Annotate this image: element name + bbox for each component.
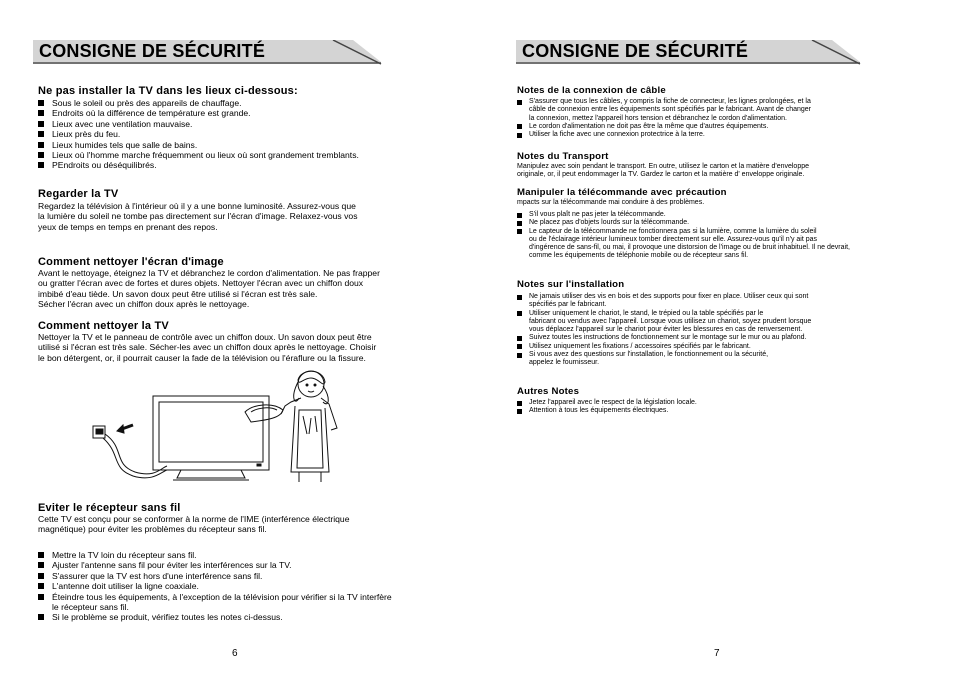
list-item: Lieux avec une ventilation mauvaise. xyxy=(38,119,359,129)
power-outlet-icon xyxy=(93,426,105,438)
clean-screen-heading: Comment nettoyer l'écran d'image xyxy=(38,256,224,268)
list-item: Ajuster l'antenne sans fil pour éviter les interférences sur la TV. xyxy=(38,560,392,570)
other-heading: Autres Notes xyxy=(517,386,580,397)
wireless-list xyxy=(38,550,392,623)
installation-heading: Notes sur l'installation xyxy=(517,279,625,290)
list-item: Mettre la TV loin du récepteur sans fil. xyxy=(38,550,392,560)
list-item: Lieux où l'homme marche fréquemment ou lieux où sont grandement tremblants. xyxy=(38,150,359,160)
right-page xyxy=(477,0,954,674)
transport-heading: Notes du Transport xyxy=(517,151,609,162)
wireless-heading: Eviter le récepteur sans fil xyxy=(38,502,181,514)
clean-tv-heading: Comment nettoyer la TV xyxy=(38,320,169,332)
list-item: Lieux près du feu. xyxy=(38,129,359,139)
watch-heading: Regarder la TV xyxy=(38,188,119,200)
list-item: S'il vous plaît ne pas jeter la télécommande. xyxy=(517,211,850,219)
banner-title: CONSIGNE DE SÉCURITÉ xyxy=(522,41,749,61)
list-item: Attention à tous les équipements électriques. xyxy=(517,407,697,415)
unplug-arrow-icon xyxy=(117,425,133,433)
list-item: Utiliser la fiche avec une connexion protectrice à la terre. xyxy=(517,131,811,139)
page-number: 7 xyxy=(714,648,720,659)
list-item: S'assurer que la TV est hors d'une interférence sans fil. xyxy=(38,571,392,581)
install-list xyxy=(38,98,359,171)
transport-text: Manipulez avec soin pendant le transport. En outre, utilisez le carton et la matière d'enveloppe originale, or, il peut endommager la TV. Gardez le carton et la matière d' enveloppe originale. xyxy=(517,163,810,179)
list-item: Le cordon d'alimentation ne doit pas être la même que d'autres équipements. xyxy=(517,123,811,131)
right-banner xyxy=(516,40,866,64)
list-item: L'antenne doit utiliser la ligne coaxiale. xyxy=(38,581,392,591)
list-item: S'assurer que tous les câbles, y compris la fiche de connecteur, les lignes prolongées, et la câble de connexion entre les équipements sont spécifiés par le fabricant. Avant de changer la connexion, mettez l'appareil hors tension et débranchez le cordon d'alimentation. xyxy=(517,98,811,123)
list-item: Éteindre tous les équipements, à l'exception de la télévision pour vérifier si la TV interfère le récepteur sans fil. xyxy=(38,592,392,613)
clean-tv-text: Nettoyer la TV et le panneau de contrôle avec un chiffon doux. Un savon doux peut être utilisé si l'écran est très sale. Sécher-les avec un chiffon doux après le nettoyage. Choisir le bon détergent, or, il pourrait causer la fade de la télévision ou l'éraflure ou la fissure. xyxy=(38,332,377,363)
list-item: Utiliser uniquement le chariot, le stand, le trépied ou la table spécifiés par le fabricant ou vendus avec l'appareil. Lorsque vous utilisez un chariot, soyez prudent lorsque vous déplacez l'appareil sur le chariot pour éviter les blessures en cas de renversement. xyxy=(517,310,811,335)
installation-list xyxy=(517,293,811,368)
left-banner xyxy=(33,40,383,64)
list-item: Suivez toutes les instructions de fonctionnement sur le montage sur le mur ou au plafond. xyxy=(517,334,811,342)
watch-text: Regardez la télévision à l'intérieur où il y a une bonne luminosité. Assurez-vous que la lumière du soleil ne tombe pas directement sur l'écran d'image. Relaxez-vous vos yeux de temps en temps en prenant des repos. xyxy=(38,201,358,232)
list-item: Ne placez pas d'objets lourds sur la télécommande. xyxy=(517,219,850,227)
banner-title: CONSIGNE DE SÉCURITÉ xyxy=(39,41,266,61)
cable-heading: Notes de la connexion de câble xyxy=(517,85,666,96)
list-item: Lieux humides tels que salle de bains. xyxy=(38,140,359,150)
remote-list xyxy=(517,211,850,261)
page-number: 6 xyxy=(232,648,238,659)
cable-list xyxy=(517,98,811,139)
list-item: Si le problème se produit, vérifiez toutes les notes ci-dessus. xyxy=(38,612,392,622)
clean-screen-text: Avant le nettoyage, éteignez la TV et débranchez le cordon d'alimentation. Ne pas frapper ou gratter l'écran avec de fortes et dures objets. Nettoyer l'écran avec un chiffon doux imbibé d'eau tiède. Un savon doux peut être utilisé si l'écran est très sale. Sécher l'écran avec un chiffon doux après le nettoyage. xyxy=(38,268,380,310)
remote-intro: mpacts sur la télécommande mai conduire à des problèmes. xyxy=(517,199,705,206)
tv-cleaning-illustration xyxy=(85,368,345,486)
list-item: Jetez l'appareil avec le respect de la législation locale. xyxy=(517,399,697,407)
list-item: Ne jamais utiliser des vis en bois et des supports pour fixer en place. Utiliser ceux qui sont spécifiés par le fabricant. xyxy=(517,293,811,310)
list-item: Le capteur de la télécommande ne fonctionnera pas si la lumière, comme la lumière du soleil ou de l'éclairage intérieur lumineux tomber directement sur elle. Assurez-vous qu'il n'y ait pas d'ingérence de sans-fil, ou mai, il provoque une distorsion de l'image ou de bruit inhabituel. Il ne devrait, comme les équipements de téléphonie mobile ou de récepteur sans fil. xyxy=(517,228,850,261)
remote-heading: Manipuler la télécommande avec précaution xyxy=(517,187,727,198)
wireless-text: Cette TV est conçu pour se conformer à la norme de l'IME (interférence électrique magnétique) pour éviter les problèmes du récepteur sans fil. xyxy=(38,514,350,535)
tv-icon xyxy=(153,396,269,480)
other-list xyxy=(517,399,697,416)
list-item: PEndroits ou déséquilibrés. xyxy=(38,160,359,170)
list-item: Sous le soleil ou près des appareils de chauffage. xyxy=(38,98,359,108)
list-item: Endroits où la différence de température est grande. xyxy=(38,108,359,118)
list-item: Utilisez uniquement les fixations / accessoires spécifiés par le fabricant. xyxy=(517,343,811,351)
list-item: Si vous avez des questions sur l'installation, le fonctionnement ou la sécurité, appelez le fournisseur. xyxy=(517,351,811,368)
install-heading: Ne pas installer la TV dans les lieux ci-dessous: xyxy=(38,85,298,97)
